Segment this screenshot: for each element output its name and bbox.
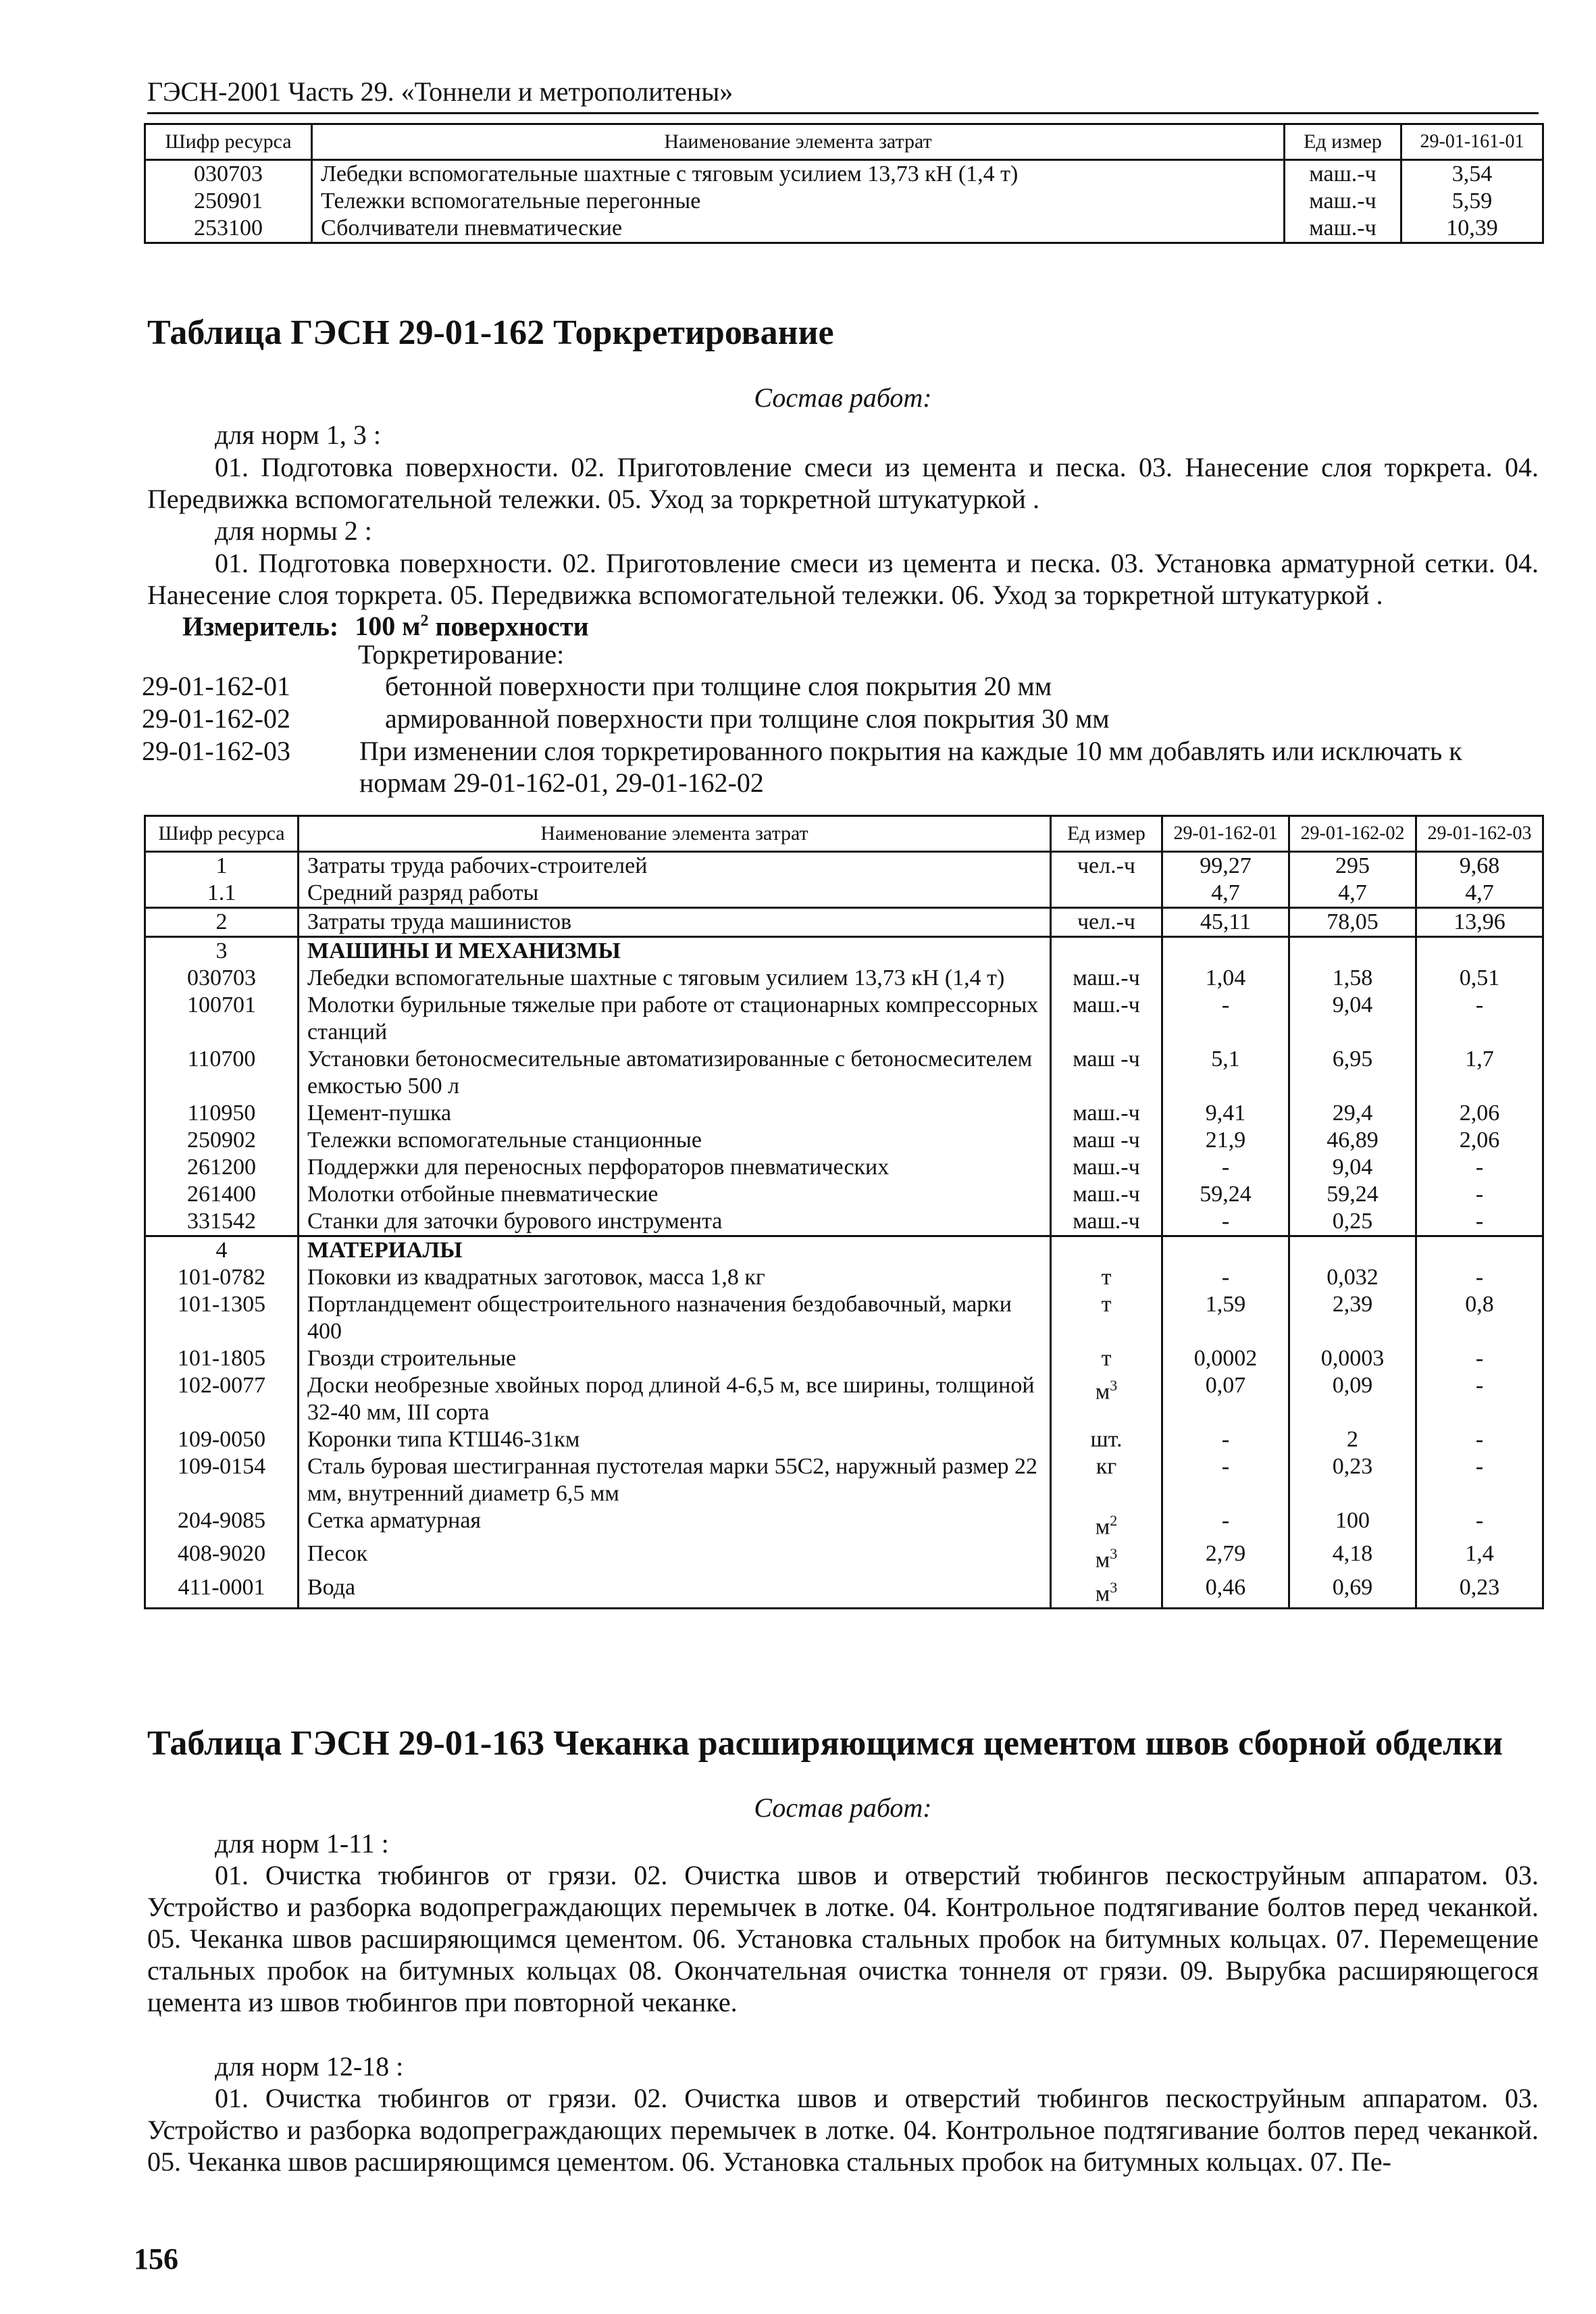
norms-b-text-163: 01. Очистка тюбингов от грязи. 02. Очистка швов и отверстий тюбингов пескоструйным аппаратом. 03. Устройство и разборка водопреграждающих перемычек в лотке. 04. Контрольное подтягивание болтов перед чеканкой. 05. Чеканка швов расширяющимся цементом. 06. Установка стальных пробок на битумных кольцах. 07. Пе- <box>147 2083 1539 2177</box>
norm-value <box>1416 1236 1543 1265</box>
resource-unit <box>1051 1507 1162 1540</box>
resource-name: Молотки отбойные пневматические <box>299 1181 1051 1208</box>
norm-value: - <box>1416 992 1543 1046</box>
unit-text: маш -ч <box>1073 1047 1140 1072</box>
col-header-unit: Ед измер <box>1285 124 1401 160</box>
resource-name: Цемент-пушка <box>299 1100 1051 1127</box>
meter-tail: поверхности <box>435 611 589 642</box>
composition-label-163: Состав работ: <box>754 1792 932 1823</box>
resource-unit <box>1285 188 1401 215</box>
table-row <box>145 160 1543 188</box>
norm-value: 78,05 <box>1289 908 1416 937</box>
norm-value: - <box>1162 1426 1289 1453</box>
norm-code: 29-01-162-02 <box>142 703 290 734</box>
resource-code: 110700 <box>145 1046 299 1100</box>
resource-name: МАТЕРИАЛЫ <box>299 1236 1051 1265</box>
unit-text: м <box>1095 1547 1110 1573</box>
resource-unit <box>1051 1372 1162 1426</box>
unit-text: маш.-ч <box>1073 992 1140 1017</box>
norm-value: 1,58 <box>1289 965 1416 992</box>
resource-code: 261400 <box>145 1181 299 1208</box>
norm-value: - <box>1416 1181 1543 1208</box>
unit-sup: 3 <box>1110 1377 1118 1394</box>
norm-value: 13,96 <box>1416 908 1543 937</box>
table-row <box>145 215 1543 243</box>
meter-line <box>182 605 589 643</box>
section-title-163: Таблица ГЭСН 29-01-163 Чеканка расширяющимся цементом швов сборной обделки <box>147 1724 1503 1763</box>
resource-unit <box>1051 937 1162 965</box>
table-row <box>145 965 1543 992</box>
resource-code: 411-0001 <box>145 1574 299 1609</box>
resource-code: 261200 <box>145 1154 299 1181</box>
table-row <box>145 992 1543 1046</box>
norm-value: 2,06 <box>1416 1127 1543 1154</box>
norms-a-label-163: для норм 1-11 : <box>215 1828 389 1859</box>
unit-sup: 3 <box>1110 1545 1118 1563</box>
resource-unit <box>1051 1264 1162 1291</box>
norm-group-label: Торкретирование: <box>358 639 565 670</box>
resource-unit <box>1051 1181 1162 1208</box>
norm-value: - <box>1416 1208 1543 1236</box>
resource-code: 204-9085 <box>145 1507 299 1540</box>
resource-unit <box>1051 1127 1162 1154</box>
resource-code: 250901 <box>145 188 312 215</box>
norm-value: 4,7 <box>1162 880 1289 908</box>
norms-a-text-163: 01. Очистка тюбингов от грязи. 02. Очистка швов и отверстий тюбингов пескоструйным аппаратом. 03. Устройство и разборка водопреграждающих перемычек в лотке. 04. Контрольное подтягивание болтов перед чеканкой. 05. Чеканка швов расширяющимся цементом. 06. Установка стальных пробок на битумных кольцах. 07. Перемещение стальных пробок на битумных кольцах 08. Окончательная очистка тоннеля от грязи. 09. Вырубка расширяющегося цемента из швов тюбингов при повторной чеканке. <box>147 1860 1539 2017</box>
resource-code: 030703 <box>145 965 299 992</box>
table-row <box>145 1426 1543 1453</box>
table-row <box>145 1208 1543 1236</box>
norm-text: бетонной поверхности при толщине слоя покрытия 20 мм <box>385 671 1052 701</box>
col-header-name: Наименование элемента затрат <box>312 124 1285 160</box>
norm-value <box>1289 937 1416 965</box>
norm-text: армированной поверхности при толщине слоя покрытия 30 мм <box>385 703 1110 734</box>
resource-unit <box>1051 1236 1162 1265</box>
resource-unit <box>1051 1540 1162 1574</box>
unit-text: чел.-ч <box>1077 853 1136 878</box>
table-row <box>145 1264 1543 1291</box>
table-row <box>145 1154 1543 1181</box>
norm-value: 0,46 <box>1162 1574 1289 1609</box>
meter-label: Измеритель: <box>182 611 339 642</box>
table-row <box>145 852 1543 880</box>
resource-code: 4 <box>145 1236 299 1265</box>
norm-value: - <box>1416 1453 1543 1507</box>
resource-unit <box>1051 1345 1162 1372</box>
norms-b-label-162: для нормы 2 : <box>215 515 372 546</box>
resource-name: Песок <box>299 1540 1051 1574</box>
table-row <box>145 1453 1543 1507</box>
norm-value: 4,18 <box>1289 1540 1416 1574</box>
resource-code: 030703 <box>145 160 312 188</box>
norm-value: 0,09 <box>1289 1372 1416 1426</box>
norm-value: 4,7 <box>1416 880 1543 908</box>
resource-unit <box>1051 965 1162 992</box>
norm-value: 59,24 <box>1289 1181 1416 1208</box>
table-row <box>145 908 1543 937</box>
norm-value: 0,23 <box>1416 1574 1543 1609</box>
resource-code: 102-0077 <box>145 1372 299 1426</box>
resource-name: Установки бетоносмесительные автоматизированные с бетоносмесителем емкостью 500 л <box>299 1046 1051 1100</box>
resource-code: 250902 <box>145 1127 299 1154</box>
resource-name: Портландцемент общестроительного назначения бездобавочный, марки 400 <box>299 1291 1051 1345</box>
resource-name: Тележки вспомогательные перегонные <box>312 188 1285 215</box>
unit-text: т <box>1101 1346 1112 1371</box>
norm-value: 21,9 <box>1162 1127 1289 1154</box>
resource-unit <box>1051 992 1162 1046</box>
norm-code: 29-01-162-01 <box>142 671 290 701</box>
page-number: 156 <box>134 2242 178 2275</box>
table-row <box>145 1127 1543 1154</box>
unit-text: м <box>1095 1514 1110 1540</box>
norm-value: - <box>1162 1507 1289 1540</box>
resource-code: 101-1805 <box>145 1345 299 1372</box>
resource-code: 1.1 <box>145 880 299 908</box>
table-row <box>145 188 1543 215</box>
unit-text: чел.-ч <box>1077 909 1136 934</box>
resource-unit <box>1051 1426 1162 1453</box>
unit-sup: 3 <box>1110 1578 1118 1596</box>
unit-text: т <box>1101 1292 1112 1317</box>
resource-name: Лебедки вспомогательные шахтные с тяговым усилием 13,73 кН (1,4 т) <box>299 965 1051 992</box>
table-row <box>145 1540 1543 1574</box>
norm-value: 5,1 <box>1162 1046 1289 1100</box>
resource-name: Станки для заточки бурового инструмента <box>299 1208 1051 1236</box>
norms-a-label-162: для норм 1, 3 : <box>215 420 381 450</box>
norms-b-label-163: для норм 12-18 : <box>215 2051 404 2082</box>
norm-value: - <box>1416 1345 1543 1372</box>
table-row <box>145 937 1543 965</box>
resource-code: 1 <box>145 852 299 880</box>
unit-text: маш.-ч <box>1073 1209 1140 1234</box>
norm-value <box>1162 937 1289 965</box>
norms-b-text-162: 01. Подготовка поверхности. 02. Приготовление смеси из цемента и песка. 03. Установка арматурной сетки. 04. Нанесение слоя торкрета. 05. Передвижка вспомогательной тележки. 06. Уход за торкретной штукатуркой . <box>147 548 1539 610</box>
unit-text: маш -ч <box>1073 1128 1140 1153</box>
resource-name: Сталь буровая шестигранная пустотелая марки 55С2, наружный размер 22 мм, внутренний диаметр 6,5 мм <box>299 1453 1051 1507</box>
col-header-norm: 29-01-162-03 <box>1416 816 1543 852</box>
norm-value: - <box>1416 1372 1543 1426</box>
resource-unit <box>1051 908 1162 937</box>
resource-code: 3 <box>145 937 299 965</box>
resource-name: Гвозди строительные <box>299 1345 1051 1372</box>
col-header-code: Шифр ресурса <box>145 124 312 160</box>
table-row <box>145 1236 1543 1265</box>
norm-value: 99,27 <box>1162 852 1289 880</box>
table-row <box>145 1291 1543 1345</box>
resource-unit <box>1285 160 1401 188</box>
resource-code: 101-1305 <box>145 1291 299 1345</box>
unit-text: маш.-ч <box>1073 965 1140 990</box>
norm-value <box>1416 937 1543 965</box>
col-header-name: Наименование элемента затрат <box>299 816 1051 852</box>
running-header: ГЭСН-2001 Часть 29. «Тоннели и метрополитены» <box>147 76 1539 114</box>
col-header-code: Шифр ресурса <box>145 816 299 852</box>
norm-value: 100 <box>1289 1507 1416 1540</box>
table-row <box>145 1507 1543 1540</box>
norm-value: 0,0002 <box>1162 1345 1289 1372</box>
meter-sup: 2 <box>420 612 429 630</box>
resource-code: 2 <box>145 908 299 937</box>
col-header-unit: Ед измер <box>1051 816 1162 852</box>
resource-name: Доски необрезные хвойных пород длиной 4-6,5 м, все ширины, толщиной 32-40 мм, III сорта <box>299 1372 1051 1426</box>
resource-code: 110950 <box>145 1100 299 1127</box>
section-title-162: Таблица ГЭСН 29-01-162 Торкретирование <box>147 313 834 352</box>
unit-text: кг <box>1096 1454 1117 1479</box>
norm-value: 10,39 <box>1401 215 1543 243</box>
resource-table-162 <box>144 815 1544 1609</box>
norm-value: - <box>1416 1264 1543 1291</box>
table-row <box>145 1046 1543 1100</box>
resource-name: Вода <box>299 1574 1051 1609</box>
resource-name: Поковки из квадратных заготовок, масса 1,8 кг <box>299 1264 1051 1291</box>
norm-value: 0,032 <box>1289 1264 1416 1291</box>
norm-value: 0,51 <box>1416 965 1543 992</box>
resource-name: Тележки вспомогательные станционные <box>299 1127 1051 1154</box>
norm-value: - <box>1162 992 1289 1046</box>
resource-name: Затраты труда рабочих-строителей <box>299 852 1051 880</box>
norms-a-text-162: 01. Подготовка поверхности. 02. Приготовление смеси из цемента и песка. 03. Нанесение слоя торкрета. 04. Передвижка вспомогательной тележки. 05. Уход за торкретной штукатуркой . <box>147 452 1539 514</box>
resource-table-161 <box>144 123 1544 244</box>
resource-name: Поддержки для переносных перфораторов пневматических <box>299 1154 1051 1181</box>
resource-code: 408-9020 <box>145 1540 299 1574</box>
resource-name: Молотки бурильные тяжелые при работе от стационарных компрессорных станций <box>299 992 1051 1046</box>
unit-text: маш.-ч <box>1309 216 1376 241</box>
unit-text: м <box>1095 1580 1110 1606</box>
norm-value: 2 <box>1289 1426 1416 1453</box>
resource-unit <box>1051 1208 1162 1236</box>
norm-value: 0,07 <box>1162 1372 1289 1426</box>
norm-value: 5,59 <box>1401 188 1543 215</box>
norm-value: 9,04 <box>1289 992 1416 1046</box>
table-row <box>145 1372 1543 1426</box>
norm-value: 1,04 <box>1162 965 1289 992</box>
norm-value: 3,54 <box>1401 160 1543 188</box>
norm-value: 29,4 <box>1289 1100 1416 1127</box>
col-header-norm: 29-01-162-01 <box>1162 816 1289 852</box>
norm-value: - <box>1162 1208 1289 1236</box>
resource-unit <box>1051 852 1162 880</box>
unit-text: маш.-ч <box>1073 1182 1140 1207</box>
norm-value: 1,4 <box>1416 1540 1543 1574</box>
resource-name: МАШИНЫ И МЕХАНИЗМЫ <box>299 937 1051 965</box>
norm-value <box>1162 1236 1289 1265</box>
unit-text: маш.-ч <box>1073 1155 1140 1180</box>
norm-value: 1,7 <box>1416 1046 1543 1100</box>
table-row <box>145 1345 1543 1372</box>
norm-value <box>1289 1236 1416 1265</box>
norm-value: 6,95 <box>1289 1046 1416 1100</box>
resource-code: 101-0782 <box>145 1264 299 1291</box>
norm-value: 0,25 <box>1289 1208 1416 1236</box>
unit-text: т <box>1101 1265 1112 1290</box>
unit-text: маш.-ч <box>1309 188 1376 213</box>
table-row <box>145 1100 1543 1127</box>
norm-value: 9,41 <box>1162 1100 1289 1127</box>
resource-code: 100701 <box>145 992 299 1046</box>
resource-code: 331542 <box>145 1208 299 1236</box>
norm-value: - <box>1416 1426 1543 1453</box>
resource-unit <box>1051 1100 1162 1127</box>
norm-value: 4,7 <box>1289 880 1416 908</box>
composition-label-162: Состав работ: <box>754 382 932 413</box>
resource-unit <box>1051 880 1162 908</box>
norm-value: 0,8 <box>1416 1291 1543 1345</box>
norm-value: 1,59 <box>1162 1291 1289 1345</box>
resource-unit <box>1051 1574 1162 1609</box>
norm-code: 29-01-162-03 <box>142 736 290 766</box>
norm-value: - <box>1416 1154 1543 1181</box>
norm-value: 2,06 <box>1416 1100 1543 1127</box>
resource-name: Лебедки вспомогательные шахтные с тяговым усилием 13,73 кН (1,4 т) <box>312 160 1285 188</box>
unit-text: м <box>1095 1379 1110 1405</box>
resource-name: Коронки типа КТШ46-31км <box>299 1426 1051 1453</box>
norm-value: 45,11 <box>1162 908 1289 937</box>
resource-name: Средний разряд работы <box>299 880 1051 908</box>
resource-name: Сболчиватели пневматические <box>312 215 1285 243</box>
norm-value: - <box>1162 1453 1289 1507</box>
table-row <box>145 1574 1543 1609</box>
col-header-norm: 29-01-161-01 <box>1401 124 1543 160</box>
meter-value: 100 м <box>355 611 421 642</box>
resource-unit <box>1051 1154 1162 1181</box>
norm-value: 0,0003 <box>1289 1345 1416 1372</box>
norm-value: 2,39 <box>1289 1291 1416 1345</box>
unit-sup: 2 <box>1110 1512 1118 1529</box>
col-header-norm: 29-01-162-02 <box>1289 816 1416 852</box>
norm-value: 9,68 <box>1416 852 1543 880</box>
norm-value: 59,24 <box>1162 1181 1289 1208</box>
unit-text: маш.-ч <box>1309 161 1376 186</box>
norm-text: При изменении слоя торкретированного покрытия на каждые 10 мм добавлять или исключать к нормам 29-01-162-01, 29-01-162-02 <box>359 736 1462 798</box>
resource-unit <box>1285 215 1401 243</box>
table-row <box>145 880 1543 908</box>
resource-name: Сетка арматурная <box>299 1507 1051 1540</box>
norm-value: 46,89 <box>1289 1127 1416 1154</box>
unit-text: шт. <box>1090 1427 1123 1452</box>
norm-value: - <box>1162 1154 1289 1181</box>
unit-text: маш.-ч <box>1073 1101 1140 1126</box>
resource-unit <box>1051 1291 1162 1345</box>
norm-value: 9,04 <box>1289 1154 1416 1181</box>
norm-value: 0,23 <box>1289 1453 1416 1507</box>
resource-unit <box>1051 1453 1162 1507</box>
resource-name: Затраты труда машинистов <box>299 908 1051 937</box>
resource-code: 109-0050 <box>145 1426 299 1453</box>
resource-code: 253100 <box>145 215 312 243</box>
norm-value: - <box>1162 1264 1289 1291</box>
norm-value: 295 <box>1289 852 1416 880</box>
resource-code: 109-0154 <box>145 1453 299 1507</box>
norm-value: 0,69 <box>1289 1574 1416 1609</box>
table-row <box>145 1181 1543 1208</box>
norm-value: - <box>1416 1507 1543 1540</box>
resource-unit <box>1051 1046 1162 1100</box>
norm-value: 2,79 <box>1162 1540 1289 1574</box>
